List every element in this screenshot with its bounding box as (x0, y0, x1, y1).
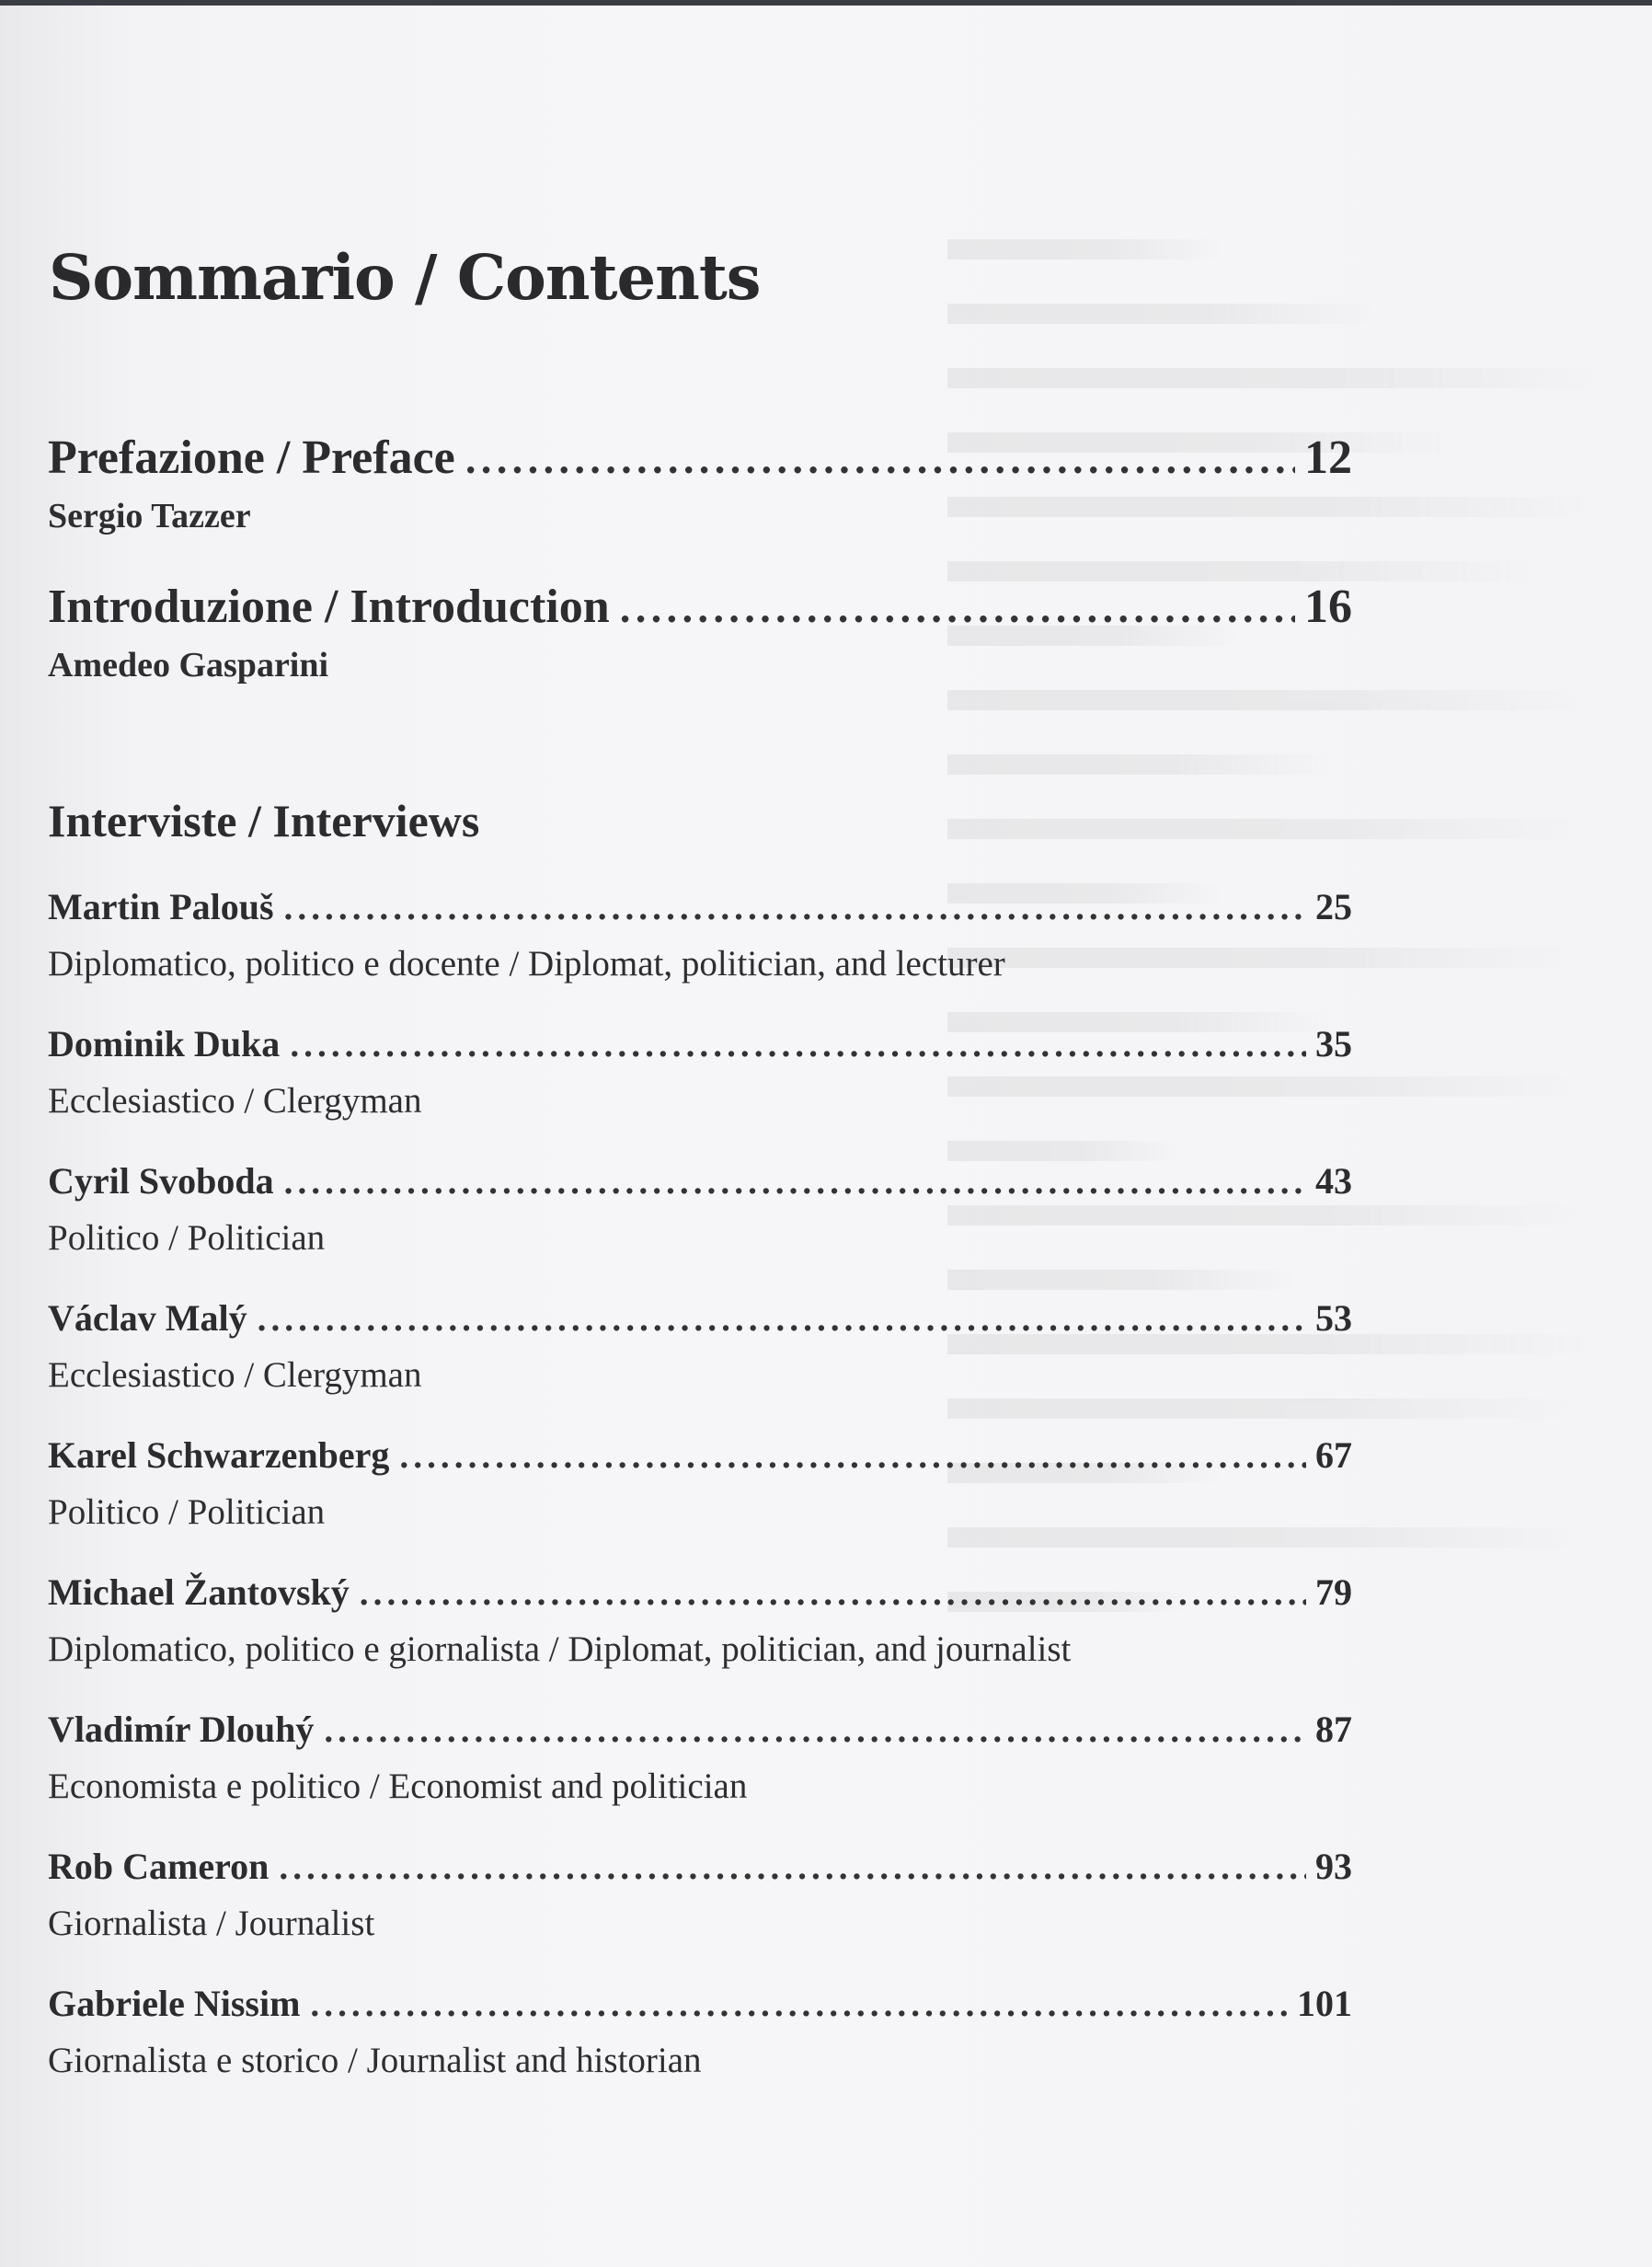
toc-entry-interview (48, 1159, 1352, 1259)
page-number: 12 (1304, 432, 1352, 484)
toc-entry-interview (48, 885, 1352, 984)
section-heading-interviews: Interviste / Interviews (48, 795, 480, 846)
toc-entry-interview (48, 1845, 1352, 1944)
toc-row (48, 1571, 1352, 1614)
dot-leader (257, 1302, 1306, 1339)
entry-author: Amedeo Gasparini (48, 646, 329, 685)
toc-entry-preface (48, 431, 1352, 536)
interviewee-name: Rob Cameron (48, 1846, 270, 1887)
interviewee-name: Dominik Duka (48, 1023, 281, 1064)
toc-row (48, 1296, 1352, 1340)
interviewee-role: Economista e politico / Economist and politician (48, 1766, 748, 1806)
page-title: Sommario / Contents (49, 241, 761, 314)
dot-leader (619, 588, 1295, 631)
interviewee-name: Cyril Svoboda (48, 1160, 274, 1202)
toc-row (48, 1982, 1352, 2025)
interviewee-name: Michael Žantovský (48, 1571, 350, 1613)
dot-leader (465, 439, 1295, 482)
page-number: 67 (1315, 1434, 1352, 1476)
interviewee-role: Giornalista / Journalist (48, 1904, 375, 1943)
interviewee-role: Ecclesiastico / Clergyman (48, 1355, 422, 1395)
toc-entry-interview (48, 1022, 1352, 1122)
page-number: 53 (1315, 1297, 1352, 1339)
entry-title: Introduzione / Introduction (48, 581, 610, 633)
interviewee-role: Politico / Politician (48, 1218, 326, 1258)
page-number: 16 (1304, 581, 1352, 633)
dot-leader (359, 1576, 1306, 1613)
page-number: 25 (1315, 886, 1352, 927)
toc-row (48, 1845, 1352, 1888)
page-number: 87 (1315, 1709, 1352, 1750)
interviewee-role: Diplomatico, politico e giornalista / Diplomat, politician, and journalist (48, 1629, 1072, 1669)
toc-entry-interview (48, 1296, 1352, 1396)
toc-entry-interview (48, 1433, 1352, 1533)
dot-leader (398, 1439, 1306, 1476)
dot-leader (283, 891, 1306, 927)
dot-leader (278, 1850, 1306, 1887)
toc-row (48, 1022, 1352, 1065)
page-number: 101 (1297, 1983, 1352, 2024)
page-number: 35 (1315, 1023, 1352, 1064)
dot-leader (323, 1713, 1306, 1750)
entry-author: Sergio Tazzer (48, 497, 251, 535)
toc-entry-interview (48, 1982, 1352, 2081)
dot-leader (283, 1165, 1306, 1202)
interviewee-role: Ecclesiastico / Clergyman (48, 1081, 422, 1121)
toc-row (48, 1159, 1352, 1203)
dot-leader (289, 1028, 1306, 1064)
interviewee-role: Diplomatico, politico e docente / Diplomat, politician, and lecturer (48, 944, 1005, 984)
interviewee-role: Politico / Politician (48, 1492, 326, 1532)
interviewee-name: Václav Malý (48, 1297, 247, 1339)
toc-row (48, 1433, 1352, 1477)
interviewee-name: Gabriele Nissim (48, 1983, 301, 2024)
page-number: 43 (1315, 1160, 1352, 1202)
toc-row (48, 431, 1352, 485)
toc-row (48, 1708, 1352, 1751)
interviewee-role: Giornalista e storico / Journalist and historian (48, 2041, 702, 2080)
interviewee-name: Martin Palouš (48, 886, 274, 927)
interviewee-name: Karel Schwarzenberg (48, 1434, 390, 1476)
toc-row (48, 580, 1352, 634)
page-number: 79 (1315, 1571, 1352, 1613)
interviewee-name: Vladimír Dlouhý (48, 1709, 315, 1750)
toc-entry-interview (48, 1571, 1352, 1670)
toc-entry-introduction (48, 580, 1352, 685)
entry-title: Prefazione / Preface (48, 432, 455, 484)
toc-entry-interview (48, 1708, 1352, 1807)
dot-leader (309, 1987, 1288, 2024)
toc-row (48, 885, 1352, 928)
page-number: 93 (1315, 1846, 1352, 1887)
